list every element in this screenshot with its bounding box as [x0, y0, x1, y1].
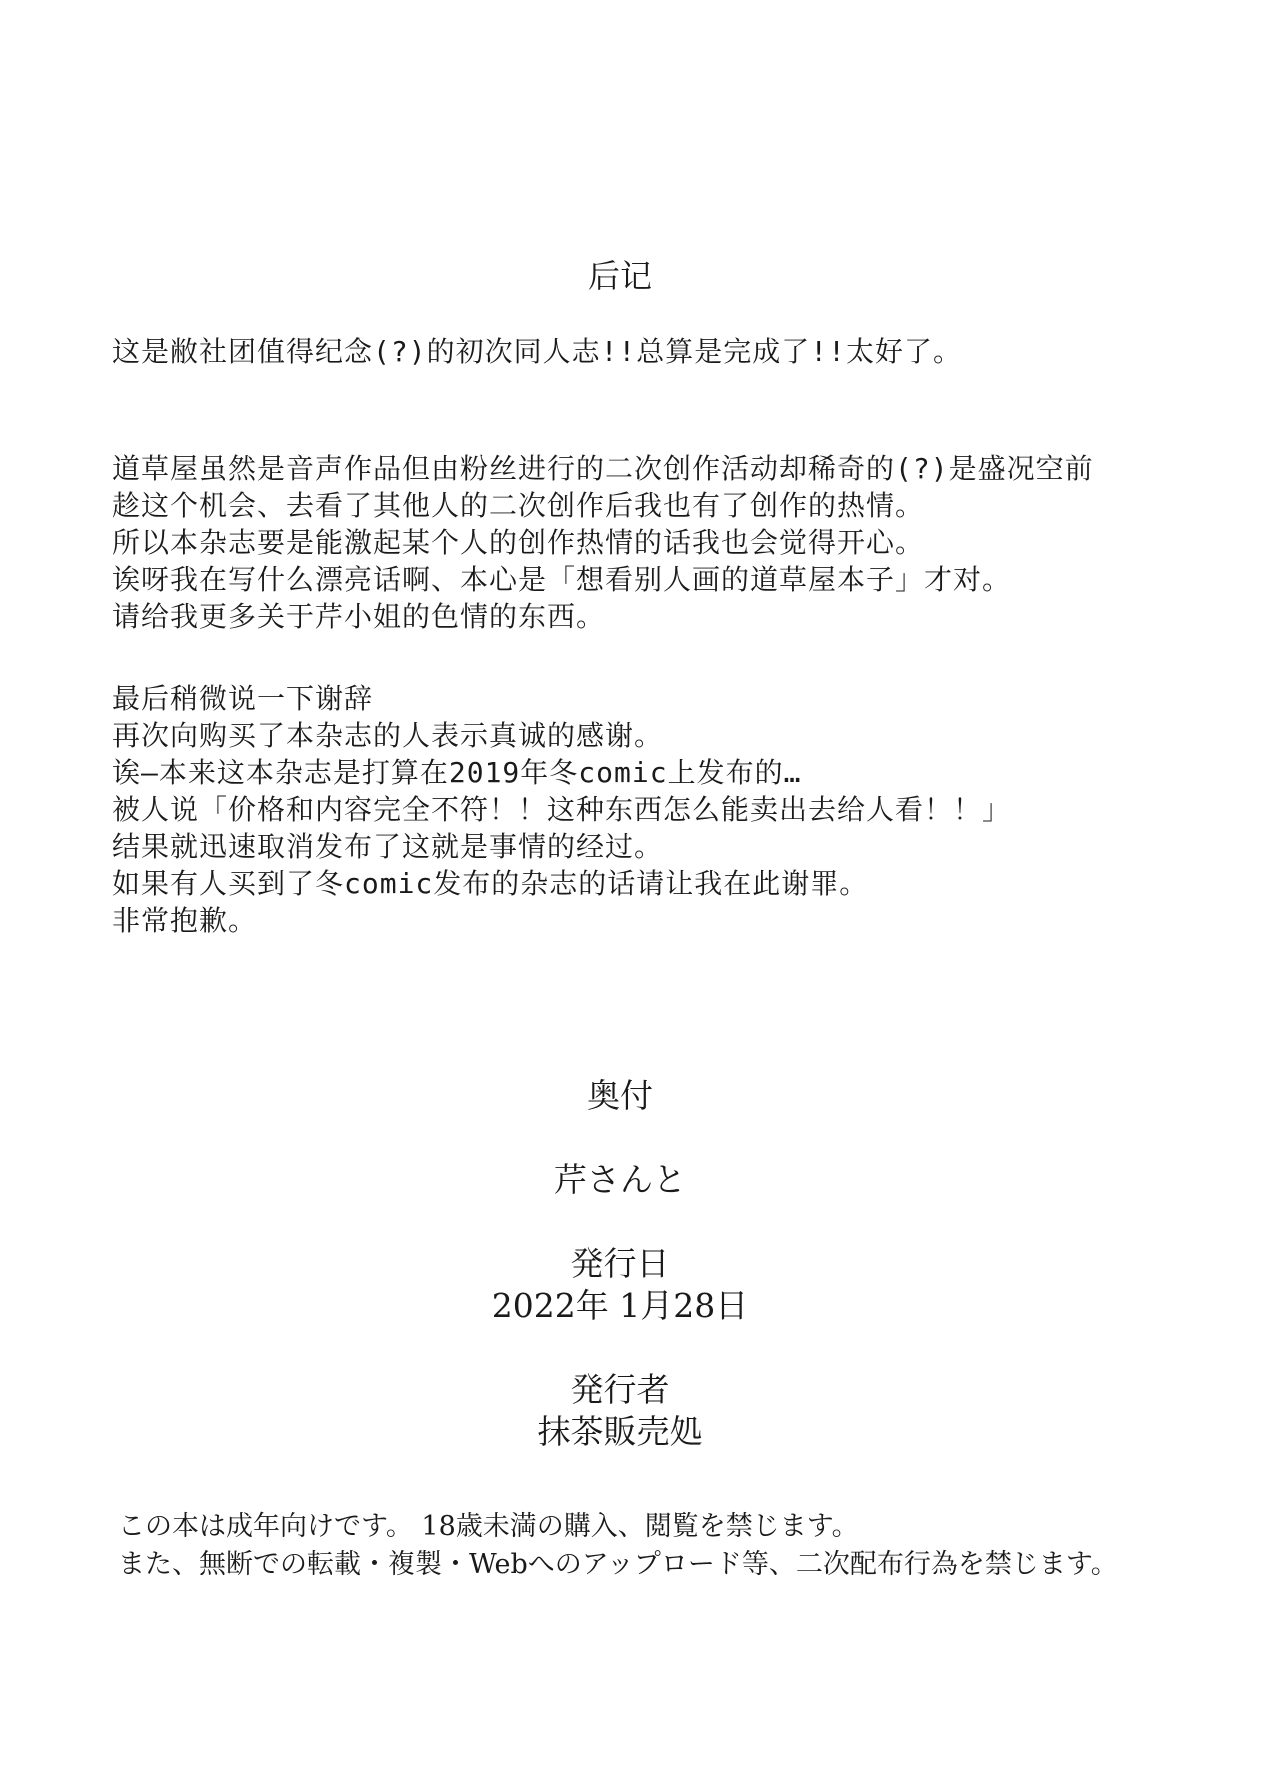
- afterword-paragraph-3: [112, 680, 1252, 939]
- afterword-paragraph-2: [112, 450, 1252, 635]
- publish-date-label: 発行日: [570, 1244, 670, 1283]
- publisher-label: 発行者: [570, 1370, 670, 1409]
- text-line: 这是敝社团值得纪念(?)的初次同人志!!总算是完成了!!太好了。: [112, 335, 963, 368]
- colophon-title: 奥付: [587, 1076, 653, 1115]
- book-title: 芹さんと: [554, 1160, 686, 1199]
- text-line: 诶—本来这本杂志是打算在2019年冬comic上发布的…: [112, 756, 802, 789]
- publisher-name: 抹茶販売処: [537, 1412, 703, 1451]
- text-line: 道草屋虽然是音声作品但由粉丝进行的二次创作活动却稀奇的(?)是盛况空前: [112, 452, 1094, 485]
- text-line: 趁这个机会、去看了其他人的二次创作后我也有了创作的热情。: [112, 489, 925, 522]
- age-restriction-notice: [118, 1508, 1238, 1584]
- text-line: 所以本杂志要是能激起某个人的创作热情的话我也会觉得开心。: [112, 526, 925, 559]
- text-line: 非常抱歉。: [112, 904, 258, 937]
- text-line: 诶呀我在写什么漂亮话啊、本心是「想看别人画的道草屋本子」才对。: [112, 563, 1012, 596]
- notice-line: この本は成年向けです。 18歳未満の購入、閲覧を禁じます。: [118, 1511, 859, 1542]
- text-line: 请给我更多关于芹小姐的色情的东西。: [112, 600, 606, 633]
- text-line: 如果有人买到了冬comic发布的杂志的话请让我在此谢罪。: [112, 867, 869, 900]
- notice-line: また、無断での転載・複製・Webへのアップロード等、二次配布行為を禁じます。: [118, 1549, 1118, 1580]
- text-line: 结果就迅速取消发布了这就是事情的经过。: [112, 830, 664, 863]
- publish-date: 2022年 1月28日: [491, 1286, 749, 1325]
- text-line: 最后稍微说一下谢辞: [112, 682, 374, 715]
- text-line: 被人说「价格和内容完全不符！！这种东西怎么能卖出去给人看！！」: [112, 793, 1012, 826]
- afterword-paragraph-1: [112, 333, 1252, 370]
- afterword-title: 后记: [587, 257, 652, 295]
- text-line: 再次向购买了本杂志的人表示真诚的感谢。: [112, 719, 664, 752]
